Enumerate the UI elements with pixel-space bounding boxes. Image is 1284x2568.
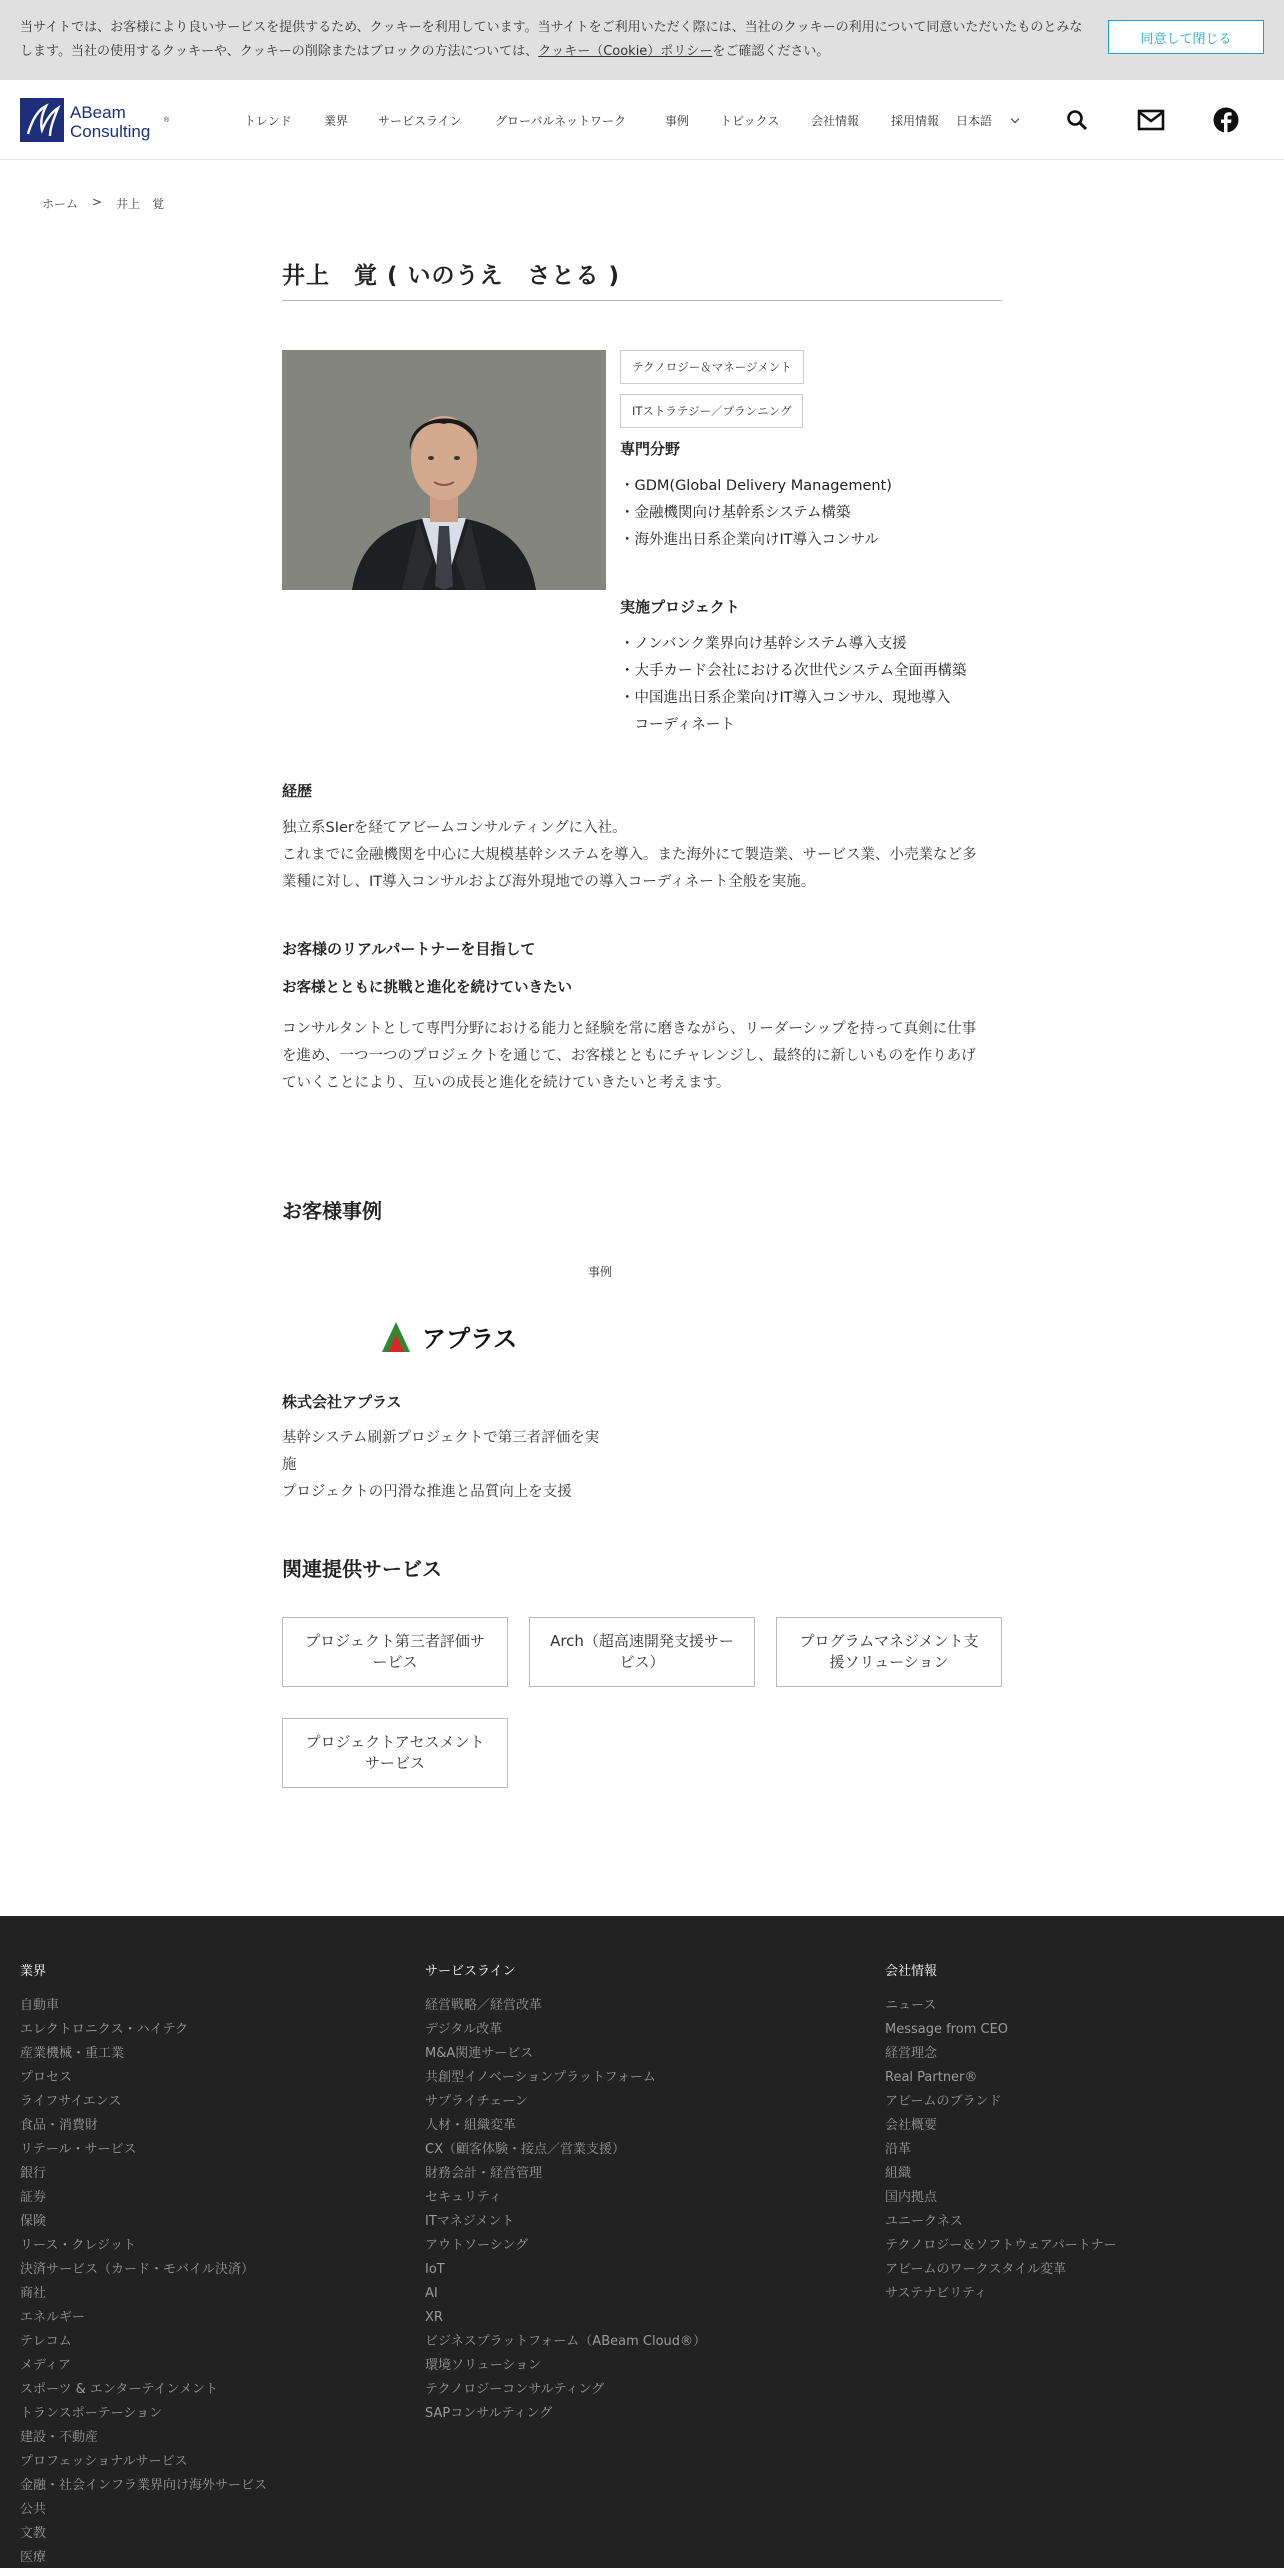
career-text	[282, 815, 1002, 896]
footer-link[interactable]: エネルギー	[20, 2310, 86, 2325]
footer-link[interactable]: セキュリティ	[425, 2190, 502, 2205]
footer-link[interactable]: ビジネスプラットフォーム（ABeam Cloud®）	[425, 2334, 707, 2349]
page-title: 井上 覚 ( いのうえ さとる )	[282, 263, 621, 289]
projects-list	[620, 631, 967, 739]
nav-company[interactable]: 会社情報	[811, 114, 860, 128]
footer-link[interactable]: 産業機械・重工業	[20, 2046, 125, 2061]
footer-link[interactable]: 会社概要	[885, 2118, 938, 2133]
list-item: ・大手カード会社における次世代システム全面再構築	[620, 663, 967, 679]
career-line: 業種に対し、IT導入コンサルおよび海外現地での導入コーディネート全般を実施。	[282, 874, 816, 890]
footer-link[interactable]: Message from CEO	[885, 2022, 1009, 2037]
footer-link[interactable]: Real Partner®	[885, 2070, 978, 2085]
cookie-policy-link[interactable]: クッキー（Cookie）ポリシー	[538, 44, 713, 59]
facebook-icon[interactable]	[1212, 106, 1240, 134]
footer-link[interactable]: 国内拠点	[885, 2190, 938, 2205]
footer-link[interactable]: トランスポーテーション	[20, 2406, 163, 2421]
nav-topics[interactable]: トピックス	[720, 114, 780, 128]
search-icon[interactable]	[1063, 106, 1091, 134]
partner-line: を進め、一つ一つのプロジェクトを通じて、お客様とともにチャレンジし、最終的に新しいものを作りあげ	[282, 1048, 976, 1064]
case-description	[282, 1425, 612, 1506]
breadcrumb-separator: >	[92, 195, 103, 209]
footer-link[interactable]: サステナビリティ	[885, 2286, 987, 2301]
breadcrumb-home[interactable]: ホーム	[42, 197, 79, 211]
footer-link[interactable]: デジタル改革	[425, 2022, 503, 2037]
nav-trend[interactable]: トレンド	[244, 114, 292, 128]
cookie-text-after: をご確認ください。	[712, 44, 830, 59]
cookie-text-before: 当サイトでは、お客様により良いサービスを提供するため、クッキーを利用しています。当サイトをご利用いただく際には、当社のクッキーの利用について同意いただいたものとみなします。当社の使用するクッキーや、クッキーの削除またはブロックの方法については、	[20, 20, 1083, 59]
breadcrumb-current: 井上 覚	[116, 197, 165, 211]
footer-link[interactable]: 共創型イノベーションプラットフォーム	[425, 2070, 656, 2085]
footer-link[interactable]: 環境ソリューション	[425, 2358, 542, 2373]
footer-link[interactable]: 保険	[20, 2214, 47, 2229]
nav-careers[interactable]: 採用情報	[891, 114, 940, 128]
list-item: コーディネート	[620, 717, 735, 733]
partner-heading: お客様のリアルパートナーを目指して	[282, 940, 536, 958]
aplus-logo-text: アプラス	[422, 1325, 518, 1353]
partner-line: コンサルタントとして専門分野における能力と経験を常に磨きながら、リーダーシップを持って真剣に仕事	[282, 1021, 977, 1037]
footer-link[interactable]: 経営戦略／経営改革	[425, 1998, 543, 2013]
footer-link[interactable]: リース・クレジット	[20, 2238, 137, 2253]
partner-subheading: お客様とともに挑戦と進化を続けていきたい	[282, 980, 572, 996]
expertise-heading: 専門分野	[620, 440, 681, 458]
footer-link[interactable]: ユニークネス	[885, 2214, 963, 2229]
footer-link[interactable]: IoT	[425, 2262, 445, 2277]
career-line: これまでに金融機関を中心に大規模基幹システムを導入。また海外にて製造業、サービス業、小売業など多	[282, 847, 977, 863]
footer-link[interactable]: 決済サービス（カード・モバイル決済）	[20, 2262, 255, 2277]
list-item: ・GDM(Global Delivery Management)	[620, 478, 892, 494]
title-divider	[282, 300, 1002, 301]
footer-link[interactable]: 医療	[20, 2550, 47, 2565]
service-button-pmo-review[interactable]: プロジェクト第三者評価サービス	[282, 1617, 508, 1687]
footer-link[interactable]: リテール・サービス	[20, 2142, 137, 2157]
footer-link[interactable]: 文教	[20, 2526, 47, 2541]
footer-link[interactable]: アビームのワークスタイル変革	[885, 2262, 1067, 2277]
language-label: 日本語	[956, 114, 993, 128]
cases-heading: お客様事例	[282, 1199, 382, 1223]
footer-industries-heading[interactable]: 業界	[20, 1964, 47, 1979]
footer-link[interactable]: SAPコンサルティング	[425, 2406, 553, 2421]
footer-link[interactable]: AI	[425, 2286, 438, 2301]
services-heading: 関連提供サービス	[282, 1557, 442, 1581]
career-line: 独立系SIerを経てアビームコンサルティングに入社。	[282, 820, 627, 836]
abeam-logo[interactable]	[20, 98, 202, 142]
list-item: ・金融機関向け基幹系システム構築	[620, 505, 851, 521]
footer-link[interactable]: アウトソーシング	[425, 2238, 529, 2253]
footer-link[interactable]: プロセス	[20, 2070, 73, 2085]
footer-link[interactable]: 沿革	[885, 2142, 912, 2157]
partner-line: ていくことにより、互いの成長と進化を続けていきたいと考えます。	[282, 1075, 731, 1091]
aplus-logo[interactable]	[380, 1318, 520, 1354]
footer-link[interactable]: 金融・社会インフラ業界向け海外サービス	[20, 2478, 268, 2493]
career-heading: 経歴	[282, 782, 313, 800]
case-desc-line: プロジェクトの円滑な推進と品質向上を支援	[282, 1484, 572, 1500]
projects-heading: 実施プロジェクト	[620, 598, 740, 616]
footer-link[interactable]: XR	[425, 2310, 443, 2325]
nav-service-lines[interactable]: サービスライン	[378, 114, 462, 128]
case-desc-line: 基幹システム刷新プロジェクトで第三者評価を実	[282, 1430, 600, 1446]
tag-technology-management[interactable]: テクノロジー＆マネージメント	[620, 350, 804, 384]
footer-link[interactable]: プロフェッショナルサービス	[20, 2454, 188, 2469]
partner-text	[282, 1016, 1002, 1097]
footer-services-list	[425, 1994, 706, 2426]
case-label: 事例	[588, 1265, 613, 1279]
footer-link[interactable]: 財務会計・経営管理	[425, 2166, 543, 2181]
footer-link[interactable]: 証券	[20, 2190, 47, 2205]
service-button-arch[interactable]: Arch（超高速開発支援サービス）	[529, 1617, 755, 1687]
footer-link[interactable]: スポーツ & エンターテインメント	[20, 2382, 219, 2397]
footer-company-heading[interactable]: 会社情報	[885, 1964, 938, 1979]
footer-link[interactable]: テクノロジーコンサルティング	[425, 2382, 605, 2397]
footer-link[interactable]: アビームのブランド	[885, 2094, 1002, 2109]
footer-company-list	[885, 1994, 1117, 2306]
footer-link[interactable]: エレクトロニクス・ハイテク	[20, 2022, 189, 2037]
list-item: ・ノンバンク業界向け基幹システム導入支援	[620, 636, 907, 652]
footer-link[interactable]: ライフサイエンス	[20, 2094, 122, 2109]
footer-link[interactable]: 銀行	[20, 2166, 47, 2181]
list-item: ・中国進出日系企業向けIT導入コンサル、現地導入	[620, 690, 951, 706]
language-selector[interactable]	[956, 112, 1018, 129]
tag-it-strategy[interactable]: ITストラテジー／プランニング	[620, 394, 803, 428]
service-button-program-management[interactable]: プログラムマネジメント支援ソリューション	[776, 1617, 1002, 1687]
site-footer	[0, 1916, 1284, 2568]
footer-link[interactable]: 食品・消費財	[20, 2118, 99, 2133]
cookie-banner	[0, 0, 1284, 80]
cookie-accept-button[interactable]: 同意して閉じる	[1108, 20, 1264, 54]
expertise-list	[620, 473, 892, 554]
footer-link[interactable]: 組織	[885, 2166, 912, 2181]
footer-link[interactable]: ITマネジメント	[425, 2214, 515, 2229]
logo-text-top: ABeam	[70, 103, 126, 122]
footer-link[interactable]: 経営理念	[885, 2046, 938, 2061]
footer-link[interactable]: サプライチェーン	[425, 2094, 528, 2109]
footer-services-heading[interactable]: サービスライン	[425, 1964, 516, 1979]
list-item: ・海外進出日系企業向けIT導入コンサル	[620, 532, 879, 548]
footer-link[interactable]: ニュース	[885, 1998, 937, 2013]
service-button-project-assessment[interactable]: プロジェクトアセスメントサービス	[282, 1718, 508, 1788]
footer-link[interactable]: M&A関連サービス	[425, 2046, 534, 2061]
footer-industries-list	[20, 1994, 267, 2568]
svg-text:®: ®	[164, 117, 170, 124]
footer-link[interactable]: 自動車	[20, 1998, 60, 2013]
footer-link[interactable]: 商社	[20, 2286, 47, 2301]
chevron-down-icon	[1011, 115, 1019, 123]
footer-link[interactable]: 人材・組織変革	[425, 2118, 517, 2133]
footer-link[interactable]: メディア	[20, 2358, 71, 2373]
footer-link[interactable]: CX（顧客体験・接点／営業支援）	[425, 2142, 625, 2157]
breadcrumb	[42, 195, 164, 212]
cookie-notice-text	[20, 16, 1095, 64]
logo-text-bottom: Consulting	[70, 122, 151, 141]
footer-link[interactable]: 建設・不動産	[20, 2430, 99, 2445]
footer-link[interactable]: テレコム	[20, 2334, 72, 2349]
case-company[interactable]: 株式会社アプラス	[282, 1393, 402, 1411]
site-header	[0, 80, 1284, 160]
profile-photo	[282, 350, 606, 590]
nav-cases[interactable]: 事例	[665, 114, 690, 128]
footer-link[interactable]: 公共	[20, 2502, 47, 2517]
footer-link[interactable]: テクノロジー＆ソフトウェアパートナー	[885, 2238, 1117, 2253]
nav-industries[interactable]: 業界	[324, 114, 349, 128]
case-desc-line: 施	[282, 1457, 297, 1473]
nav-global-network[interactable]: グローバルネットワーク	[495, 114, 627, 128]
mail-icon[interactable]	[1137, 106, 1165, 134]
